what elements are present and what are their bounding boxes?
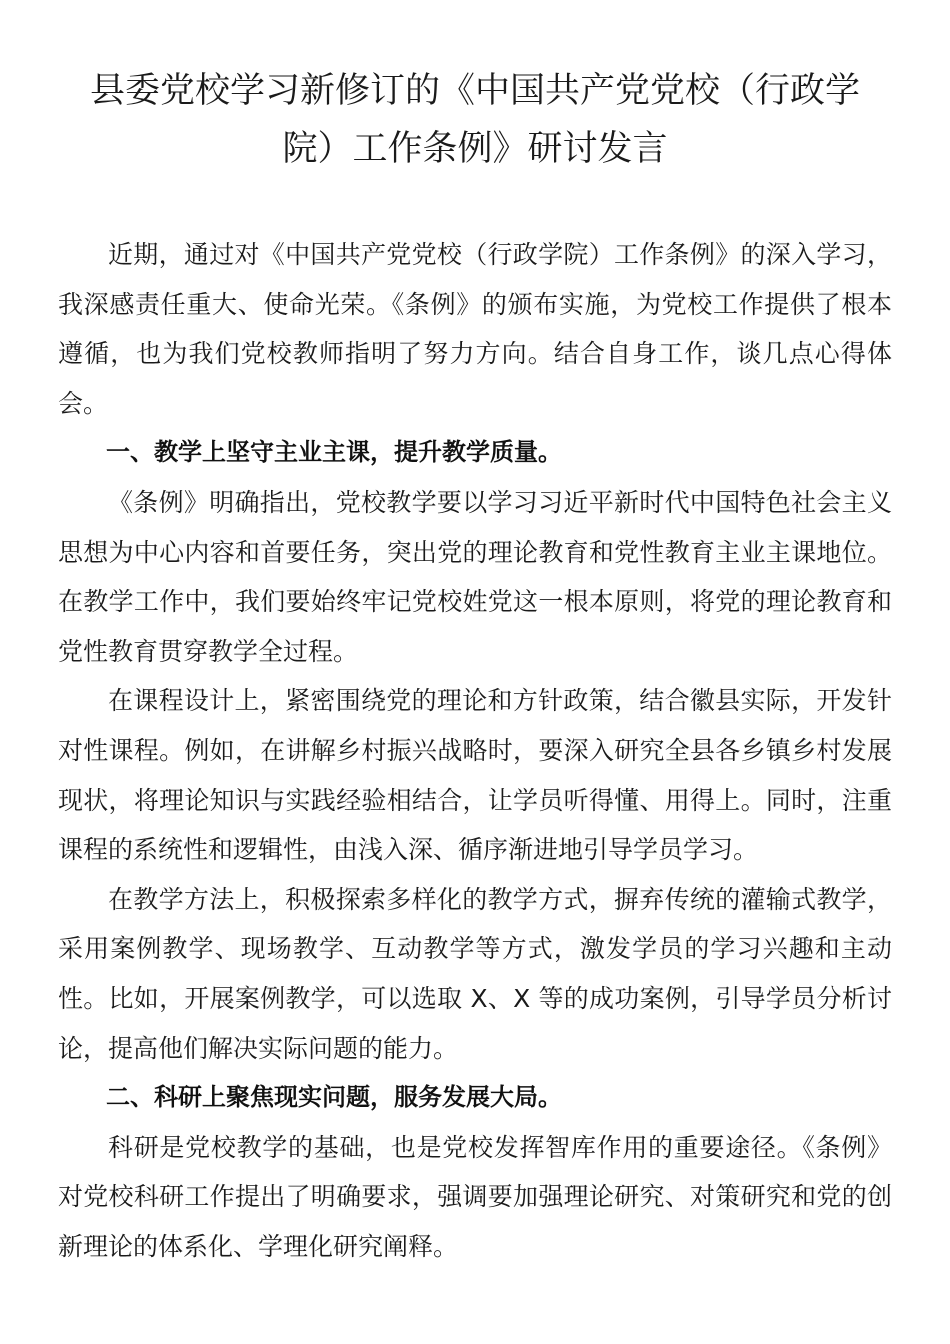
paragraph-research: 科研是党校教学的基础，也是党校发挥智库作用的重要途径。《条例》对党校科研工作提出了明确要求，强调要加强理论研究、对策研究和党的创新理论的体系化、学理化研究阐释。 — [58, 1132, 892, 1261]
paragraph-teaching-methods: 在教学方法上，积极探索多样化的教学方式，摒弃传统的灌输式教学，采用案例教学、现场教学、互动教学等方式，激发学员的学习兴趣和主动性。比如，开展案例教学，可以选取 X、X 等的成功案例，引导学员分析讨论，提高他们解决实际问题的能力。 — [58, 884, 892, 1063]
section-heading-research: 二、科研上聚焦现实问题，服务发展大局。 — [106, 1083, 562, 1112]
paragraph-teaching-core: 《条例》明确指出，党校教学要以学习习近平新时代中国特色社会主义思想为中心内容和首要任务，突出党的理论教育和党性教育主业主课地位。在教学工作中，我们要始终牢记党校姓党这一根本原则，将党的理论教育和党性教育贯穿教学全过程。 — [58, 487, 892, 666]
document-body — [58, 230, 892, 1271]
paragraph-course-design: 在课程设计上，紧密围绕党的理论和方针政策，结合徽县实际，开发针对性课程。例如，在讲解乡村振兴战略时，要深入研究全县各乡镇乡村发展现状，将理论知识与实践经验相结合，让学员听得懂、用得上。同时，注重课程的系统性和逻辑性，由浅入深、循序渐进地引导学员学习。 — [58, 686, 892, 865]
paragraph-intro: 近期，通过对《中国共产党党校（行政学院）工作条例》的深入学习，我深感责任重大、使命光荣。《条例》的颁布实施，为党校工作提供了根本遵循，也为我们党校教师指明了努力方向。结合自身工作，谈几点心得体会。 — [58, 240, 892, 418]
section-heading-teaching: 一、教学上坚守主业主课，提升教学质量。 — [106, 438, 562, 467]
document-title: 县委党校学习新修订的《中国共产党党校（行政学院）工作条例》研讨发言 — [89, 71, 860, 169]
